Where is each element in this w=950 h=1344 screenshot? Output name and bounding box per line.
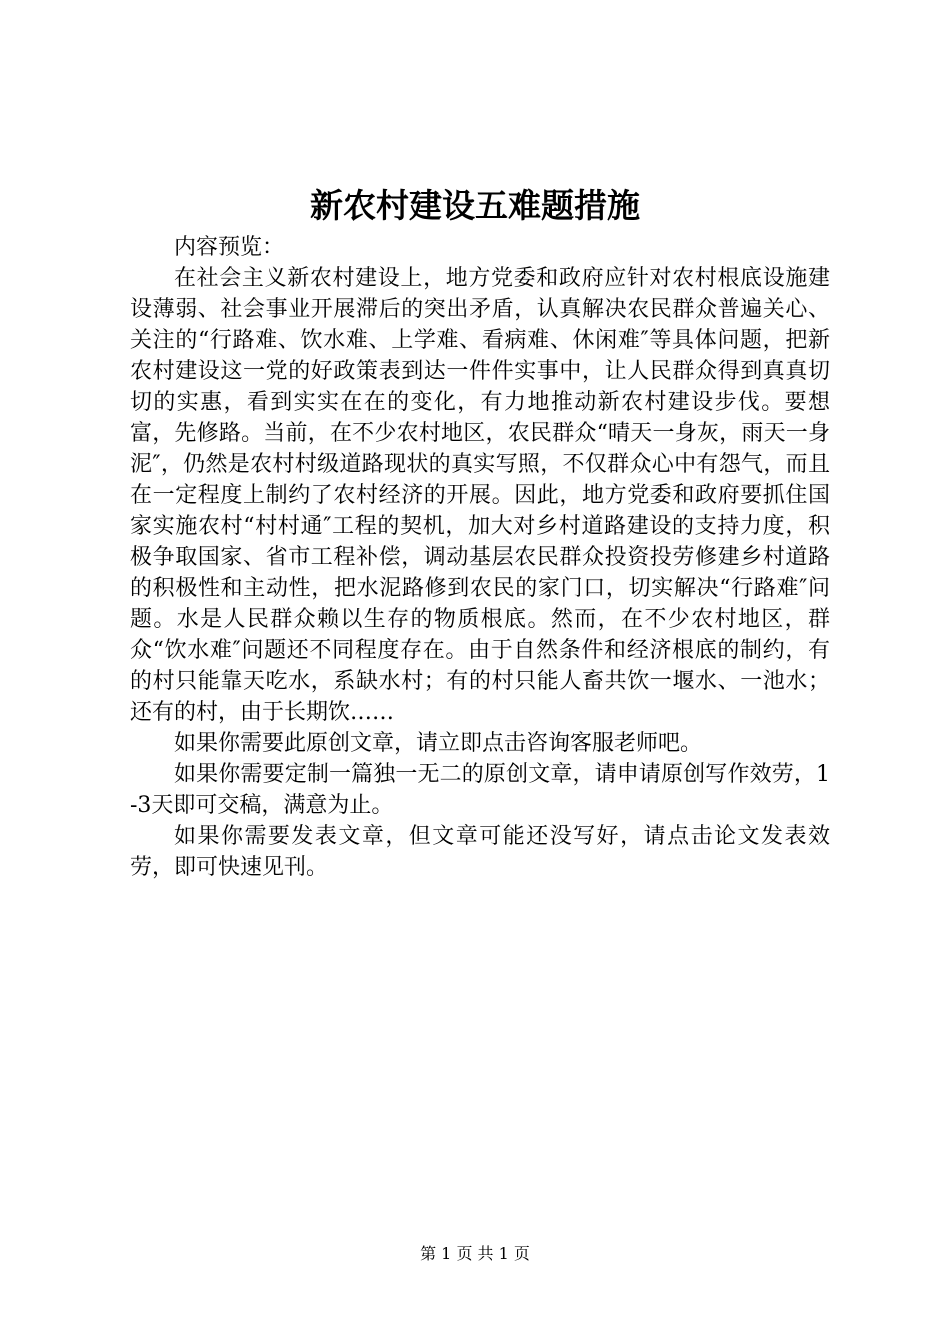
document-body [130,232,830,883]
main-paragraph: 在社会主义新农村建设上，地方党委和政府应针对农村根底设施建设薄弱、社会事业开展滞后的突出矛盾，认真解决农民群众普遍关心、关注的“行路难、饮水难、上学难、看病难、休闲难″等具体问题，把新农村建设这一党的好政策表到达一件件实事中，让人民群众得到真真切切的实惠，看到实实在在的变化，有力地推动新农村建设步伐。要想富，先修路。当前，在不少农村地区，农民群众“晴天一身灰，雨天一身泥″，仍然是农村村级道路现状的真实写照，不仅群众心中有怨气，而且在一定程度上制约了农村经济的开展。因此，地方党委和政府要抓住国家实施农村“村村通″工程的契机，加大对乡村道路建设的支持力度，积极争取国家、省市工程补偿，调动基层农民群众投资投劳修建乡村道路的积极性和主动性，把水泥路修到农民的家门口，切实解决“行路难″问题。水是人民群众赖以生存的物质根底。然而，在不少农村地区，群众“饮水难″问题还不同程度存在。由于自然条件和经济根底的制约，有的村只能靠天吃水，系缺水村；有的村只能人畜共饮一堰水、一池水；还有的村，由于长期饮…… [130,266,830,725]
page-footer: 第 1 页 共 1 页 [420,1244,530,1263]
document-title: 新农村建设五难题措施 [310,186,640,225]
preview-label: 内容预览： [174,235,285,260]
publish-paragraph: 如果你需要发表文章，但文章可能还没写好，请点击论文发表效劳，即可快速见刊。 [130,824,830,880]
custom-writing-paragraph: 如果你需要定制一篇独一无二的原创文章，请申请原创写作效劳，1-3天即可交稿，满意为止。 [130,762,830,818]
consult-paragraph: 如果你需要此原创文章，请立即点击咨询客服老师吧。 [174,731,703,756]
